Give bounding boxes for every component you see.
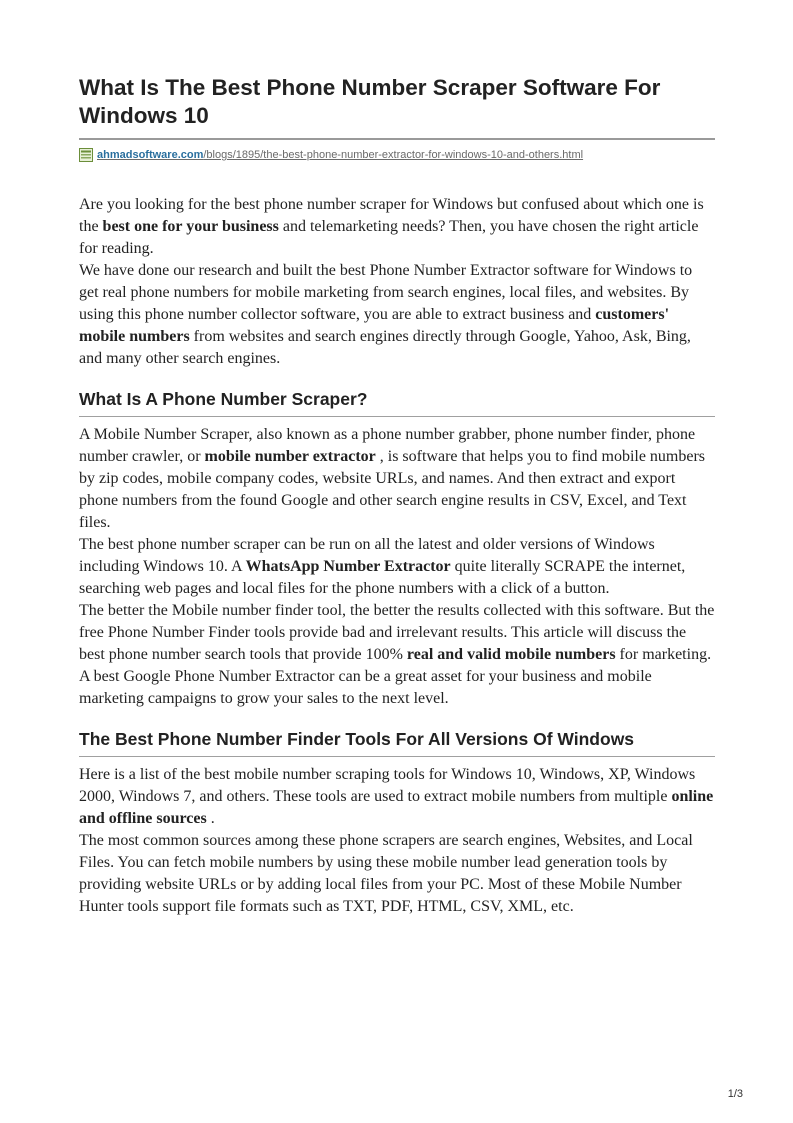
source-url-link[interactable] (97, 148, 583, 162)
source-domain: ahmadsoftware.com (97, 149, 204, 161)
section2-paragraph-2: The most common sources among these phone scrapers are search engines, Websites, and Local Files. You can fetch mobile numbers by using these mobile number lead generation tools by providing website URLs or by adding local files from your PC. Most of these Mobile Number Hunter tools support file formats such as TXT, PDF, HTML, CSV, XML, etc. (79, 832, 693, 915)
section-divider (79, 416, 715, 417)
section-heading: What Is A Phone Number Scraper? (79, 389, 368, 409)
bold-phrase: real and valid mobile numbers (406, 646, 616, 663)
source-path: /blogs/1895/the-best-phone-number-extractor-for-windows-10-and-others.html (203, 149, 584, 161)
bold-phrase: customers' mobile numbers (79, 306, 670, 345)
intro-section (79, 194, 715, 370)
section-heading: The Best Phone Number Finder Tools For All Versions Of Windows (79, 729, 635, 749)
section-what-is-scraper (79, 388, 715, 710)
section1-paragraph-1: A Mobile Number Scraper, also known as a phone number grabber, phone number finder, phone number crawler, or mobile number extractor , is software that helps you to find mobile numbers by zip codes, mobile company codes, website URLs, and names. And then extract and export phone numbers from the found Google and other search engine results in CSV, Excel, and Text files. (79, 426, 706, 531)
bold-phrase: WhatsApp Number Extractor (245, 558, 451, 575)
page-number: 1/3 (727, 1088, 743, 1100)
page-title: What Is The Best Phone Number Scraper Software For Windows 10 (79, 75, 661, 128)
bold-phrase: best one for your business (102, 218, 279, 235)
bold-phrase: mobile number extractor (204, 448, 376, 465)
title-divider (79, 138, 715, 140)
document-page (79, 74, 715, 918)
source-line (79, 147, 715, 163)
intro-paragraph-2: We have done our research and built the best Phone Number Extractor software for Windows to get real phone numbers for mobile marketing from search engines, local files, and websites. By using this phone number collector software, you are able to extract business and customers' mobile numbers from websites and search engines directly through Google, Yahoo, Ask, Bing, and many other search engines. (79, 262, 693, 367)
section1-paragraph-4: A best Google Phone Number Extractor can be a great asset for your business and mobile marketing campaigns to grow your sales to the next level. (79, 668, 652, 707)
section-divider (79, 756, 715, 757)
website-icon (79, 148, 93, 162)
section2-paragraph-1: Here is a list of the best mobile number scraping tools for Windows 10, Windows, XP, Windows 2000, Windows 7, and others. These tools are used to extract mobile numbers from multiple online and offline sources . (79, 766, 714, 827)
section1-paragraph-3: The better the Mobile number finder tool, the better the results collected with this software. But the free Phone Number Finder tools provide bad and irrelevant results. This article will discuss the best phone number search tools that provide 100% real and valid mobile numbers for marketing. (79, 602, 715, 663)
section-best-finder-tools (79, 728, 715, 918)
intro-paragraph-1: Are you looking for the best phone number scraper for Windows but confused about which one is the best one for your business and telemarketing needs? Then, you have chosen the right article for reading. (79, 196, 704, 257)
section1-paragraph-2: The best phone number scraper can be run on all the latest and older versions of Windows including Windows 10. A WhatsApp Number Extractor quite literally SCRAPE the internet, searching web pages and local files for the phone numbers with a click of a button. (79, 536, 686, 597)
bold-phrase: online and offline sources (79, 788, 714, 827)
